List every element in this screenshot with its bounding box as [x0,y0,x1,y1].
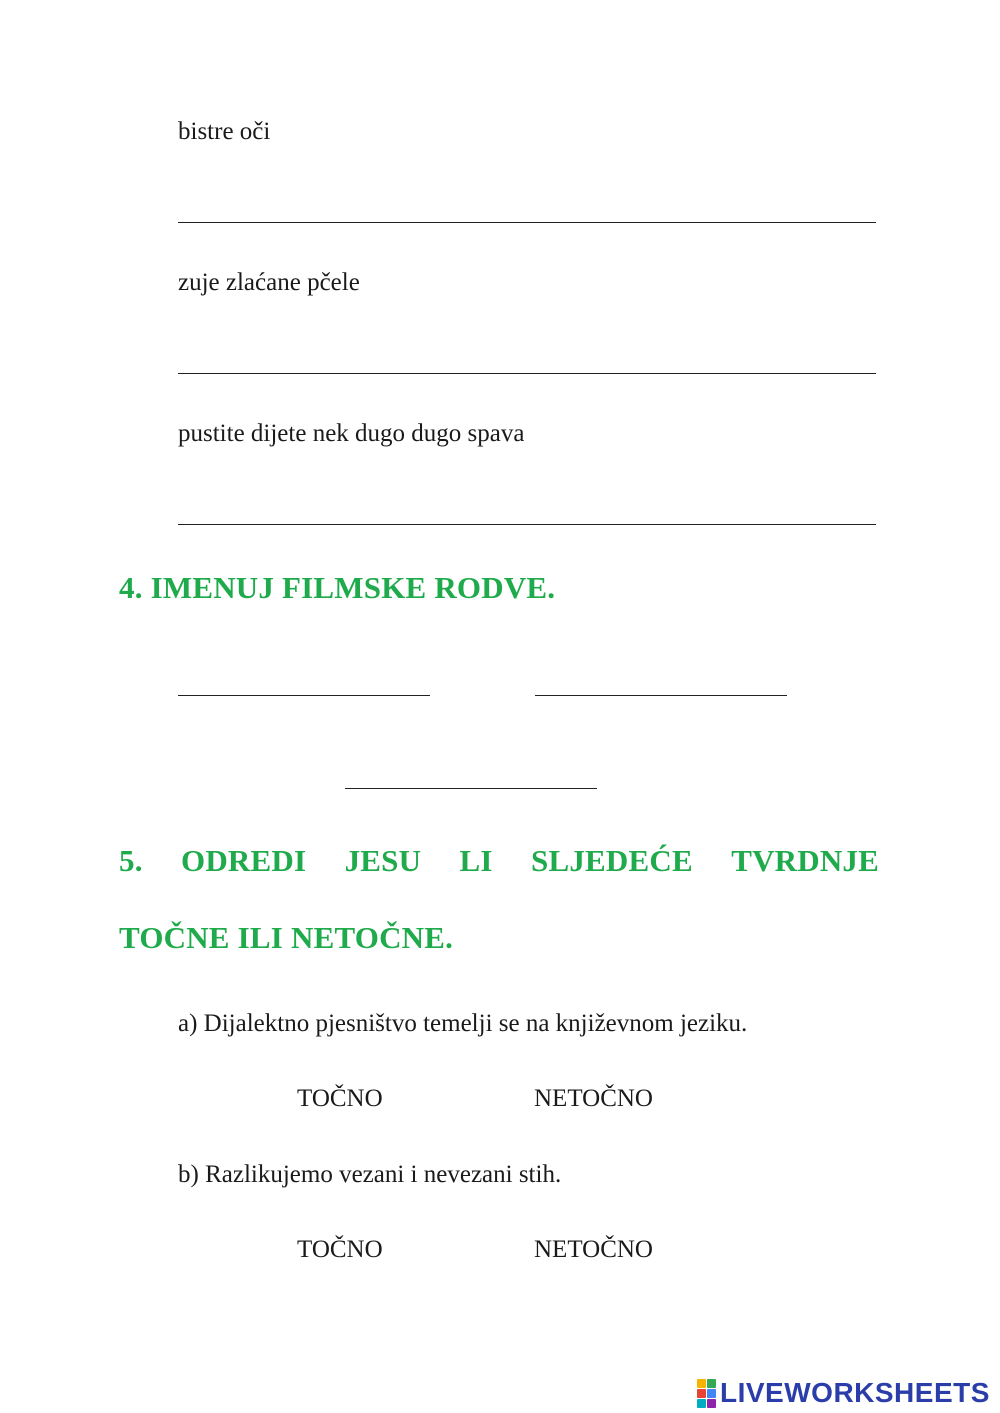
statement-a: a) Dijalektno pjesništvo temelji se na književnom jeziku. [178,1010,748,1037]
phrase-1: bistre oči [178,118,271,145]
film-genre-answer-2[interactable] [535,695,787,696]
section-5-heading-line-1 [119,843,879,879]
phrase-2: zuje zlaćane pčele [178,269,360,296]
statement-b-false-option[interactable]: NETOČNO [534,1236,653,1263]
section-5-heading-line-2: TOČNE ILI NETOČNE. [119,920,454,955]
film-genre-answer-3[interactable] [345,788,597,789]
answer-line-3[interactable] [178,524,876,525]
heading-word: 5. [119,843,143,878]
phrase-3: pustite dijete nek dugo dugo spava [178,420,525,447]
statement-b: b) Razlikujemo vezani i nevezani stih. [178,1161,562,1188]
heading-word: SLJEDEĆE [531,843,693,878]
film-genre-answer-1[interactable] [178,695,430,696]
section-4-heading: 4. IMENUJ FILMSKE RODVE. [119,570,556,605]
heading-word: TVRDNJE [731,843,879,878]
liveworksheets-mark-icon [697,1379,716,1408]
liveworksheets-logo [697,1378,990,1408]
statement-b-true-option[interactable]: TOČNO [297,1236,383,1263]
heading-word: JESU [344,843,422,878]
answer-line-1[interactable] [178,222,876,223]
answer-line-2[interactable] [178,373,876,374]
statement-a-false-option[interactable]: NETOČNO [534,1085,653,1112]
heading-word: ODREDI [181,843,307,878]
statement-a-true-option[interactable]: TOČNO [297,1085,383,1112]
liveworksheets-brand: LIVEWORKSHEETS [720,1377,990,1408]
heading-word: LI [459,843,493,878]
